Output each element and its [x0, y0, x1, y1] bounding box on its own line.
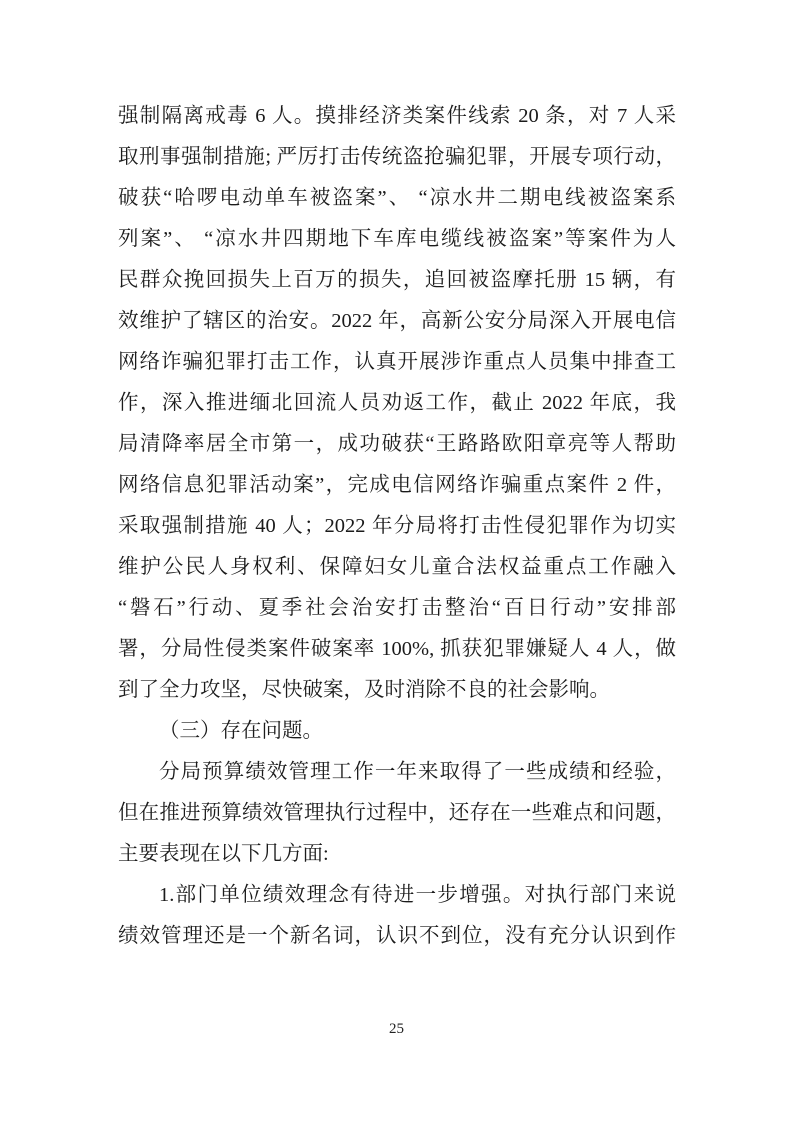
body-text	[118, 96, 676, 957]
text-line: 列案”、 “凉水井四期地下车库电缆线被盗案”等案件为人	[118, 228, 676, 250]
text-line: 1.部门单位绩效理念有待进一步增强。对执行部门来说	[159, 884, 676, 906]
text-line: 主要表现在以下几方面:	[118, 843, 329, 865]
text-line: （三）存在问题。	[159, 720, 323, 742]
text-line: 作，深入推进缅北回流人员劝返工作，截止 2022 年底，我	[118, 392, 676, 414]
text-line: 采取强制措施 40 人；2022 年分局将打击性侵犯罪作为切实	[118, 515, 676, 537]
text-line: 绩效管理还是一个新名词，认识不到位，没有充分认识到作	[118, 925, 676, 947]
text-line: 网络信息犯罪活动案”，完成电信网络诈骗重点案件 2 件，	[118, 474, 676, 496]
text-line: 网络诈骗犯罪打击工作，认真开展涉诈重点人员集中排查工	[118, 351, 676, 373]
text-line: 署，分局性侵类案件破案率 100%, 抓获犯罪嫌疑人 4 人，做	[118, 638, 676, 660]
text-line: 维护公民人身权利、保障妇女儿童合法权益重点工作融入	[118, 556, 676, 578]
page-number: 25	[389, 1021, 404, 1037]
text-line: 到了全力攻坚，尽快破案，及时消除不良的社会影响。	[118, 679, 610, 701]
text-line: 效维护了辖区的治安。2022 年，高新公安分局深入开展电信	[118, 310, 676, 332]
text-line: 破获“哈啰电动单车被盗案”、 “凉水井二期电线被盗案系	[118, 187, 676, 209]
text-line: 分局预算绩效管理工作一年来取得了一些成绩和经验，	[159, 761, 676, 783]
text-line: 强制隔离戒毒 6 人。摸排经济类案件线索 20 条，对 7 人采	[118, 105, 676, 127]
text-line: 局清降率居全市第一，成功破获“王路路欧阳章亮等人帮助	[118, 433, 676, 455]
text-line: “磐石”行动、夏季社会治安打击整治“百日行动”安排部	[118, 597, 676, 619]
text-line: 但在推进预算绩效管理执行过程中，还存在一些难点和问题，	[118, 802, 676, 824]
text-line: 民群众挽回损失上百万的损失，追回被盗摩托册 15 辆，有	[118, 269, 676, 291]
text-line: 取刑事强制措施; 严厉打击传统盗抢骗犯罪，开展专项行动，	[118, 146, 676, 168]
